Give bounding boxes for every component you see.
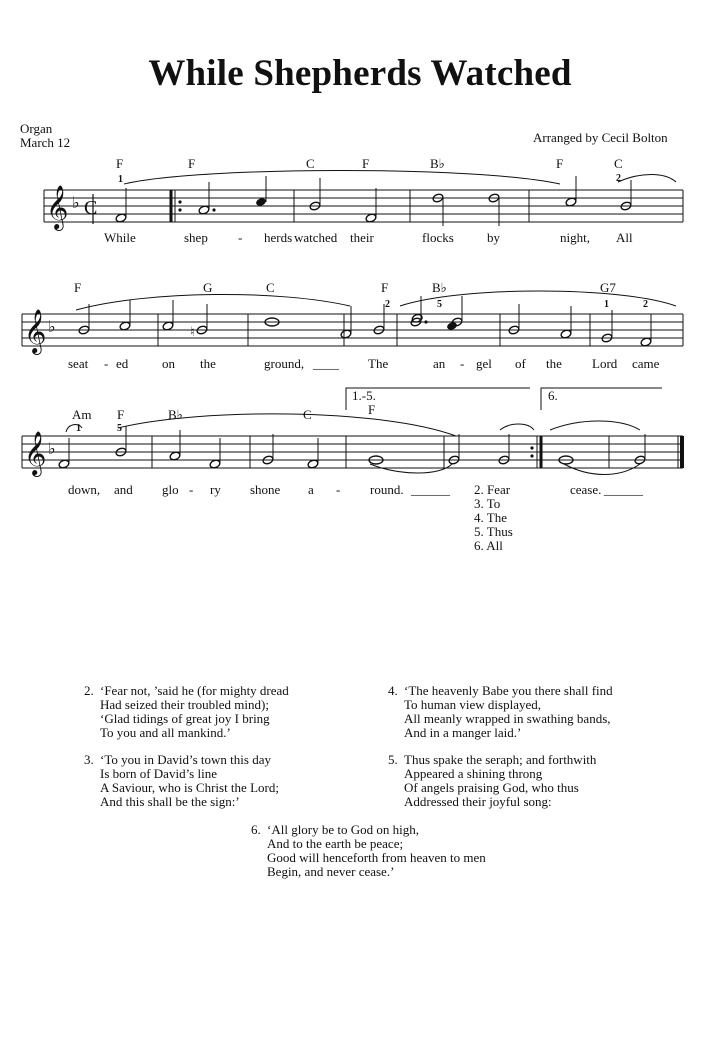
svg-text:𝄞: 𝄞 [24,309,47,353]
chord-symbol: Am [72,407,92,422]
verse-line: ‘Fear not, ’said he (for mighty dread [100,683,289,698]
lyric-syllable: - [189,482,194,497]
lyric-syllable: round. [370,482,404,497]
lyric-syllable: came [632,356,660,371]
lyric-syllable: Lord [592,356,618,371]
chord-symbol: B♭ [430,156,445,171]
lyric-syllable: ground, [264,356,305,371]
chord-symbol: F [368,402,376,417]
verse-line: To you and all mankind.’ [100,725,231,740]
svg-text:♭: ♭ [48,317,56,336]
page-title: While Shepherds Watched [148,53,572,94]
verse-line: ‘Glad tidings of great joy I bring [100,711,270,726]
svg-text:♮: ♮ [190,325,195,340]
instrument-label: Organ [20,121,53,136]
fingering-number: 5 [117,423,122,434]
verse-line: And this shall be the sign:’ [100,794,240,809]
verse-line: Thus spake the seraph; and forthwith [404,752,597,767]
svg-text:C: C [84,197,98,219]
verse-line: Addressed their joyful song: [404,794,552,809]
fingering-number: 2 [616,173,621,184]
lyric-syllable: a [308,482,314,497]
verse-line: ‘All glory be to God on high, [267,822,420,837]
lyric-syllable: - [460,356,465,371]
verse-number: 5. [388,752,398,767]
fingering-number: 2 [643,299,648,310]
lyric-syllable: their [350,230,374,245]
verse-word: 6. All [474,538,503,553]
chord-symbol: C [303,407,312,422]
lyric-syllable: gel [476,356,492,371]
lyric-syllable: and [114,482,133,497]
verse-block [388,684,613,740]
chord-symbol: F [74,280,82,295]
fingering-number: 1 [118,174,123,185]
verse-block [251,823,486,879]
lyric-syllable: ed [116,356,129,371]
fingering-number: 1 [604,299,609,310]
verse-number: 6. [251,822,261,837]
lyric-syllable: - [238,230,243,245]
lyric-syllable: shep [184,230,208,245]
verse-line: Is born of David’s line [100,766,217,781]
verse-line: ‘The heavenly Babe you there shall find [404,683,613,698]
lyric-syllable: shone [250,482,281,497]
verse-word: 3. To [474,496,501,511]
verse-line: Begin, and never cease.’ [267,864,395,879]
lyric-melisma: ______ [411,482,450,497]
fingering-number: 2 [385,299,390,310]
lyric-melisma: ______ [604,482,643,497]
fingering-number: 1 [76,423,81,434]
verse-line: ‘To you in David’s town this day [100,752,271,767]
lyric-syllable: of [515,356,526,371]
chord-symbol: B♭ [432,280,447,295]
lyric-syllable: down, [68,482,101,497]
svg-text:𝄞: 𝄞 [46,185,69,229]
verse-line: Appeared a shining throng [404,766,543,781]
verse-line: Had seized their troubled mind); [100,697,269,712]
lyric-syllable: - [104,356,109,371]
chord-symbol: G7 [600,280,616,295]
lyric-syllable: All [616,230,633,245]
lyric-syllable: glo [162,482,179,497]
chord-symbol: F [116,156,124,171]
lyric-syllable: watched [294,230,338,245]
lyric-syllable: - [336,482,341,497]
lyric-syllable: an [433,356,446,371]
lyric-syllable: on [162,356,175,371]
chord-symbol: B♭ [168,407,183,422]
svg-text:♭: ♭ [48,439,56,458]
verse-block [84,684,289,740]
lyric-syllable: seat [68,356,89,371]
chord-symbol: F [117,407,125,422]
lyric-syllable: the [200,356,216,371]
verse-line: Of angels praising God, who thus [404,780,579,795]
chord-symbol: F [381,280,389,295]
chord-symbol: F [188,156,196,171]
lyric-syllable: The [368,356,389,371]
chord-symbol: G [203,280,213,295]
lyric-syllable: herds [264,230,293,245]
svg-text:𝄞: 𝄞 [24,431,47,475]
chord-symbol: F [362,156,370,171]
verse-block [84,753,279,809]
arranger-label: Arranged by Cecil Bolton [533,130,668,145]
verse-line: All meanly wrapped in swathing bands, [404,711,611,726]
verse-line: Good will henceforth from heaven to men [267,850,486,865]
lyric-syllable: by [487,230,500,245]
verse-line: To human view displayed, [404,697,542,712]
verse-number: 4. [388,683,398,698]
fingering-number: 5 [437,299,442,310]
chord-symbol: C [306,156,315,171]
lyric-syllable: flocks [422,230,454,245]
lyric-syllable: cease. [570,482,602,497]
svg-text:♭: ♭ [72,193,80,212]
verse-word: 5. Thus [474,524,513,539]
verse-line: A Saviour, who is Christ the Lord; [100,780,279,795]
lyric-syllable: the [546,356,562,371]
chord-symbol: C [266,280,275,295]
chord-symbol: C [614,156,623,171]
verse-block [388,753,596,809]
lyric-melisma: ____ [313,356,339,371]
verse-number: 3. [84,752,94,767]
verse-line: And in a manger laid.’ [404,725,522,740]
chord-symbol: F [556,156,564,171]
verse-number: 2. [84,683,94,698]
verse-line: And to the earth be peace; [267,836,404,851]
verse-word: 4. The [474,510,507,525]
verse-word: 2. Fear [474,482,511,497]
rhythm-label: March 12 [20,135,71,150]
first-ending-label: 1.-5. [352,388,376,403]
second-ending-label: 6. [548,388,558,403]
lyric-syllable: night, [560,230,590,245]
lyric-syllable: ry [210,482,221,497]
lyric-syllable: While [104,230,136,245]
